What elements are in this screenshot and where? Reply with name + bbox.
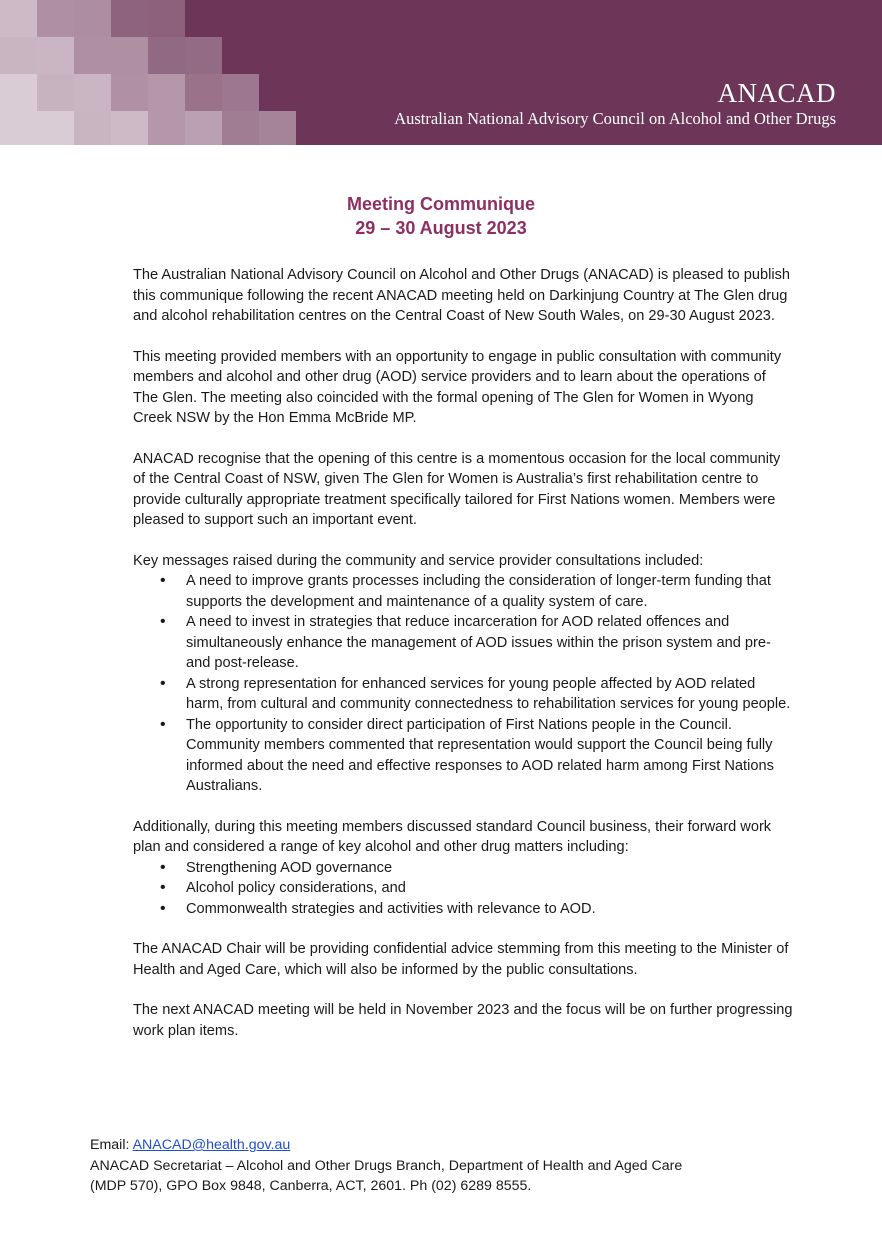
banner-tile [222,111,259,145]
paragraph-next-meeting: The next ANACAD meeting will be held in November 2023 and the focus will be on further progressing work plan items. [133,1002,793,1039]
email-label: Email: [90,1137,133,1153]
list-item: • The opportunity to consider direct participation of First Nations people in the Council. Community members commented that representation would support the Council being fully informed about the need and effective responses to AOD related harm among First Nations Australians. [133,715,793,797]
list-item: • Alcohol policy considerations, and [133,878,793,899]
banner-tile [111,0,148,37]
banner-tile [148,74,185,111]
banner-tile [37,0,74,37]
paragraph-chair-advice: The ANACAD Chair will be providing confidential advice stemming from this meeting to the Minister of Health and Aged Care, which will also be informed by the public consultations. [133,941,789,978]
list-item: • Strengthening AOD governance [133,858,793,879]
banner-tile [148,111,185,145]
banner-tile [0,74,37,111]
list-item: • Commonwealth strategies and activities with relevance to AOD. [133,899,793,920]
communique-body [133,265,793,1061]
banner-tile [222,74,259,111]
title-block [0,192,882,240]
banner-tile [0,111,37,145]
list-item: • A need to invest in strategies that reduce incarceration for AOD related offences and simultaneously enhance the management of AOD issues within the prison system and pre- and post-release. [133,612,793,674]
matters-list [133,858,793,920]
email-link[interactable]: ANACAD@health.gov.au [132,1137,291,1153]
banner-tile [148,37,185,74]
banner-tile [111,74,148,111]
banner-tile [0,37,37,74]
footer-address: (MDP 570), GPO Box 9848, Canberra, ACT, 2601. Ph (02) 6289 8555. [90,1178,532,1194]
banner-tile [185,111,222,145]
document-title: Meeting Communique [347,194,535,214]
banner-tile [74,111,111,145]
org-full-name: Australian National Advisory Council on Alcohol and Other Drugs [394,109,836,128]
paragraph-council-business: Additionally, during this meeting members discussed standard Council business, their forward work plan and considered a range of key alcohol and other drug matters including: [133,818,772,855]
footer-email-line [90,1135,850,1156]
org-abbreviation: ANACAD [717,78,836,108]
paragraph-consultation: This meeting provided members with an opportunity to engage in public consultation with community members and alcohol and other drug (AOD) service providers and to learn about the operations of The Glen. The meeting also coincided with the formal opening of The Glen for Women in Wyong Creek NSW by the Hon Emma McBride MP. [133,348,782,426]
meeting-date: 29 – 30 August 2023 [355,218,527,238]
banner-tile [185,74,222,111]
footer-contact [90,1135,850,1197]
banner-tile [37,111,74,145]
banner-tile [148,0,185,37]
key-messages-list [133,571,793,797]
list-item: • A need to improve grants processes including the consideration of longer-term funding that supports the development and maintenance of a quality system of care. [133,571,793,612]
banner-tile [259,111,296,145]
banner-tile [74,37,111,74]
banner-tile [111,111,148,145]
footer-secretariat: ANACAD Secretariat – Alcohol and Other Drugs Branch, Department of Health and Aged Care [90,1157,683,1174]
paragraph-intro: The Australian National Advisory Council on Alcohol and Other Drugs (ANACAD) is pleased to publish this communique following the recent ANACAD meeting held on Darkinjung Country at The Glen drug and alcohol rehabilitation centres on the Central Coast of New South Wales, on 29-30 August 2023. [133,267,791,324]
list-item: • A strong representation for enhanced services for young people affected by AOD related harm, from cultural and community connectedness to rehabilitation services for young people. [133,674,793,715]
banner-tile [37,74,74,111]
paragraph-key-messages-intro: Key messages raised during the community and service provider consultations included: [133,552,704,569]
banner-tile [0,0,37,37]
banner-tile [74,74,111,111]
banner-tile [37,37,74,74]
paragraph-glen-for-women: ANACAD recognise that the opening of this centre is a momentous occasion for the local community of the Central Coast of NSW, given The Glen for Women is Australia’s first rehabilitation centre to provide culturally appropriate treatment specifically tailored for First Nations women. Members were pleased to support such an important event. [133,450,781,528]
banner-tile [111,37,148,74]
banner-tile [74,0,111,37]
header-banner [0,0,882,145]
banner-tile [185,37,222,74]
